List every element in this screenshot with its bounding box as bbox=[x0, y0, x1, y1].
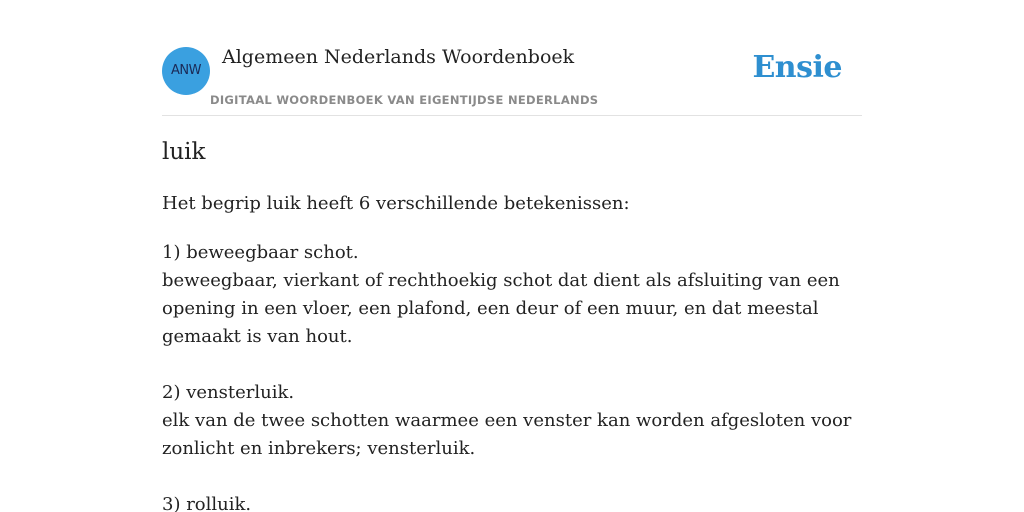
meaning-head[interactable]: 3) rolluik. bbox=[162, 494, 252, 512]
content-container bbox=[162, 0, 862, 512]
meaning-definition: elk van de twee schotten waarmee een venster kan worden afgesloten voor zonlicht en inbrekers; vensterluik. bbox=[162, 410, 852, 459]
entry-intro: Het begrip luik heeft 6 verschillende betekenissen: bbox=[162, 193, 630, 214]
meaning-head[interactable]: 2) vensterluik. bbox=[162, 382, 295, 403]
site-title[interactable]: Algemeen Nederlands Woordenboek bbox=[222, 46, 575, 68]
site-subtitle: DIGITAAL WOORDENBOEK VAN EIGENTIJDSE NEDERLANDS bbox=[210, 93, 599, 107]
ensie-brand-link[interactable]: Ensie bbox=[752, 50, 842, 85]
meanings-list bbox=[162, 239, 862, 512]
meaning-item bbox=[162, 239, 862, 351]
site-header bbox=[162, 0, 862, 116]
meaning-head[interactable]: 1) beweegbaar schot. bbox=[162, 242, 359, 263]
anw-logo[interactable]: ANW bbox=[162, 47, 210, 95]
meaning-item bbox=[162, 379, 862, 463]
entry-term: luik bbox=[162, 139, 206, 165]
meaning-item bbox=[162, 491, 862, 512]
meaning-definition: beweegbaar, vierkant of rechthoekig schot dat dient als afsluiting van een opening in een vloer, een plafond, een deur of een muur, en dat meestal gemaakt is van hout. bbox=[162, 270, 840, 347]
